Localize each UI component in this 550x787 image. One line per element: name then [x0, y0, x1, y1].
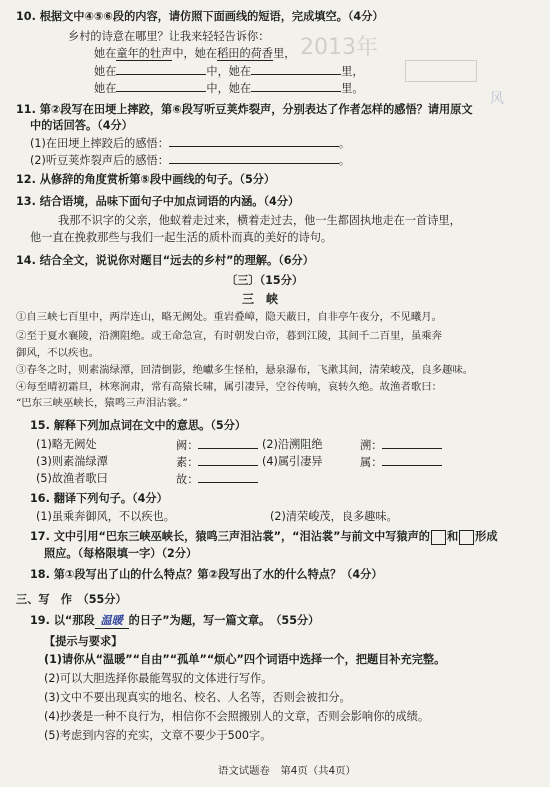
q15-word-2: 溯：: [360, 437, 442, 453]
q11-item-2: (2)听豆荚炸裂声后的感悟： 。: [30, 154, 351, 167]
requirement-4: (4)抄袭是一种不良行为，相信你不会照搬别人的文章，否则会影响你的成绩。: [44, 710, 430, 723]
passage-para-4: ④每至晴初霜旦，林寒涧肃，常有高猿长啸，属引凄异，空谷传响，哀转久绝。故渔者歌曰：: [16, 381, 443, 393]
q11-item-1: (1)在田埂上摔跤后的感悟： 。: [30, 137, 351, 150]
q13-quote-line-2: 他一直在挽救那些与我们一起生活的质朴而真的美好的诗句。: [30, 231, 333, 244]
q15-item-5: (5)故渔者歌曰: [36, 472, 108, 485]
q16-item-2: (2)清荣峻茂，良多趣味。: [270, 510, 398, 523]
q15-word-5: 故：: [176, 471, 258, 487]
passage-para-4-cont: “巴东三峡巫峡长，猿鸣三声泪沾裳。”: [16, 397, 188, 409]
q15-item-4: (4)属引凄异: [262, 455, 323, 468]
q15-word-1: 阙：: [176, 437, 258, 453]
q10-fill-line-1: 她在 中，她在 里，: [94, 65, 364, 78]
bleed-through-mark: 2013年: [300, 35, 378, 60]
q13-prompt: 13. 结合语境，品味下面句子中加点词语的内涵。（4分）: [16, 195, 300, 208]
q10-example-line: 她在童年的牡声中，她在稻田的荷香里，: [94, 47, 296, 60]
q15-word-3: 素：: [176, 454, 258, 470]
q16-item-1: (1)虽乘奔御风，不以疾也。: [36, 510, 175, 523]
section-heading: 〔三〕（15分）: [226, 274, 304, 287]
bleed-through-mark: 风: [490, 91, 504, 107]
q11-prompt-line-1: 11. 第②段写在田埂上摔跤，第⑥段写听豆荚炸裂声，分别表达了作者怎样的感悟？请用原文: [16, 103, 473, 116]
q11-prompt-line-2: 中的话回答。（4分）: [30, 119, 133, 132]
bleed-through-box: [405, 60, 477, 82]
passage-para-2-cont: 御风，不以疾也。: [16, 347, 100, 359]
q17-prompt-line-1: 17. 文中引用“巴东三峡巫峡长，猿鸣三声泪沾裳”，“泪沾裳”与前文中写猿声的 和 形成: [30, 530, 498, 543]
handwritten-fill: 温暖: [95, 613, 129, 629]
writing-heading: 三、写 作 （55分）: [16, 593, 127, 606]
q16-prompt: 16. 翻译下列句子。（4分）: [30, 492, 168, 505]
q15-item-3: (3)则素湍绿潭: [36, 455, 108, 468]
requirement-2: (2)可以大胆选择你最能驾驭的文体进行写作。: [44, 672, 273, 685]
requirement-5: (5)考虑到内容的充实，文章不要少于500字。: [44, 729, 272, 742]
requirement-1: (1)请你从“温暖”“自由”“孤单”“烦心”四个词语中选择一个，把题目补充完整。: [44, 653, 446, 666]
q13-quote-line-1: 我那不识字的父亲，他蚁着走过来，横着走过去，他一生都固执地走在一首诗里，: [58, 214, 461, 227]
q15-item-1: (1)略无阙处: [36, 438, 97, 451]
q17-answer-box-1: [431, 530, 446, 545]
passage-para-2: ②至于夏水襄陵，沿溯阻绝。或王命急宣，有时朝发白帝，暮到江陵，其间千二百里，虽乘奔: [16, 330, 443, 342]
page-footer: 语文试题卷 第4页（共4页）: [218, 765, 356, 777]
tips-heading: 【提示与要求】: [44, 635, 123, 648]
q14-prompt: 14. 结合全文，说说你对题目“远去的乡村”的理解。（6分）: [16, 254, 314, 267]
q15-word-4: 属：: [360, 454, 442, 470]
passage-title: 三 峡: [242, 292, 279, 306]
q10-fill-line-2: 她在 中，她在 里。: [94, 82, 364, 95]
q19-prompt: 19. 以“那段 温暖 的日子”为题，写一篇文章。 （55分）: [30, 614, 320, 627]
q17-answer-box-2: [459, 530, 474, 545]
q10-poem-line: 乡村的诗意在哪里？让我来轻轻告诉你：: [68, 30, 270, 43]
q15-prompt: 15. 解释下列加点词在文中的意思。（5分）: [30, 419, 247, 432]
requirement-3: (3)文中不要出现真实的地名、校名、人名等，否则会被扣分。: [44, 691, 351, 704]
q10-prompt: 10. 根据文中④⑤⑥段的内容，请仿照下面画线的短语，完成填空。（4分）: [16, 10, 384, 23]
q17-prompt-line-2: 照应。（每格限填一字）（2分）: [44, 547, 198, 560]
passage-para-1: ①自三峡七百里中，两岸连山，略无阙处。重岩叠嶂，隐天蔽日，自非亭午夜分，不见曦月。: [16, 311, 443, 323]
q18-prompt: 18. 第①段写出了山的什么特点？第②段写出了水的什么特点？（4分）: [30, 568, 383, 581]
q12-prompt: 12. 从修辞的角度赏析第⑤段中画线的句子。（5分）: [16, 173, 276, 186]
passage-para-3: ③春冬之时，则素湍绿潭，回清倒影，绝巘多生怪柏，悬泉瀑布，飞漱其间，清荣峻茂，良多趣味。: [16, 364, 474, 376]
q15-item-2: (2)沿溯阻绝: [262, 438, 323, 451]
